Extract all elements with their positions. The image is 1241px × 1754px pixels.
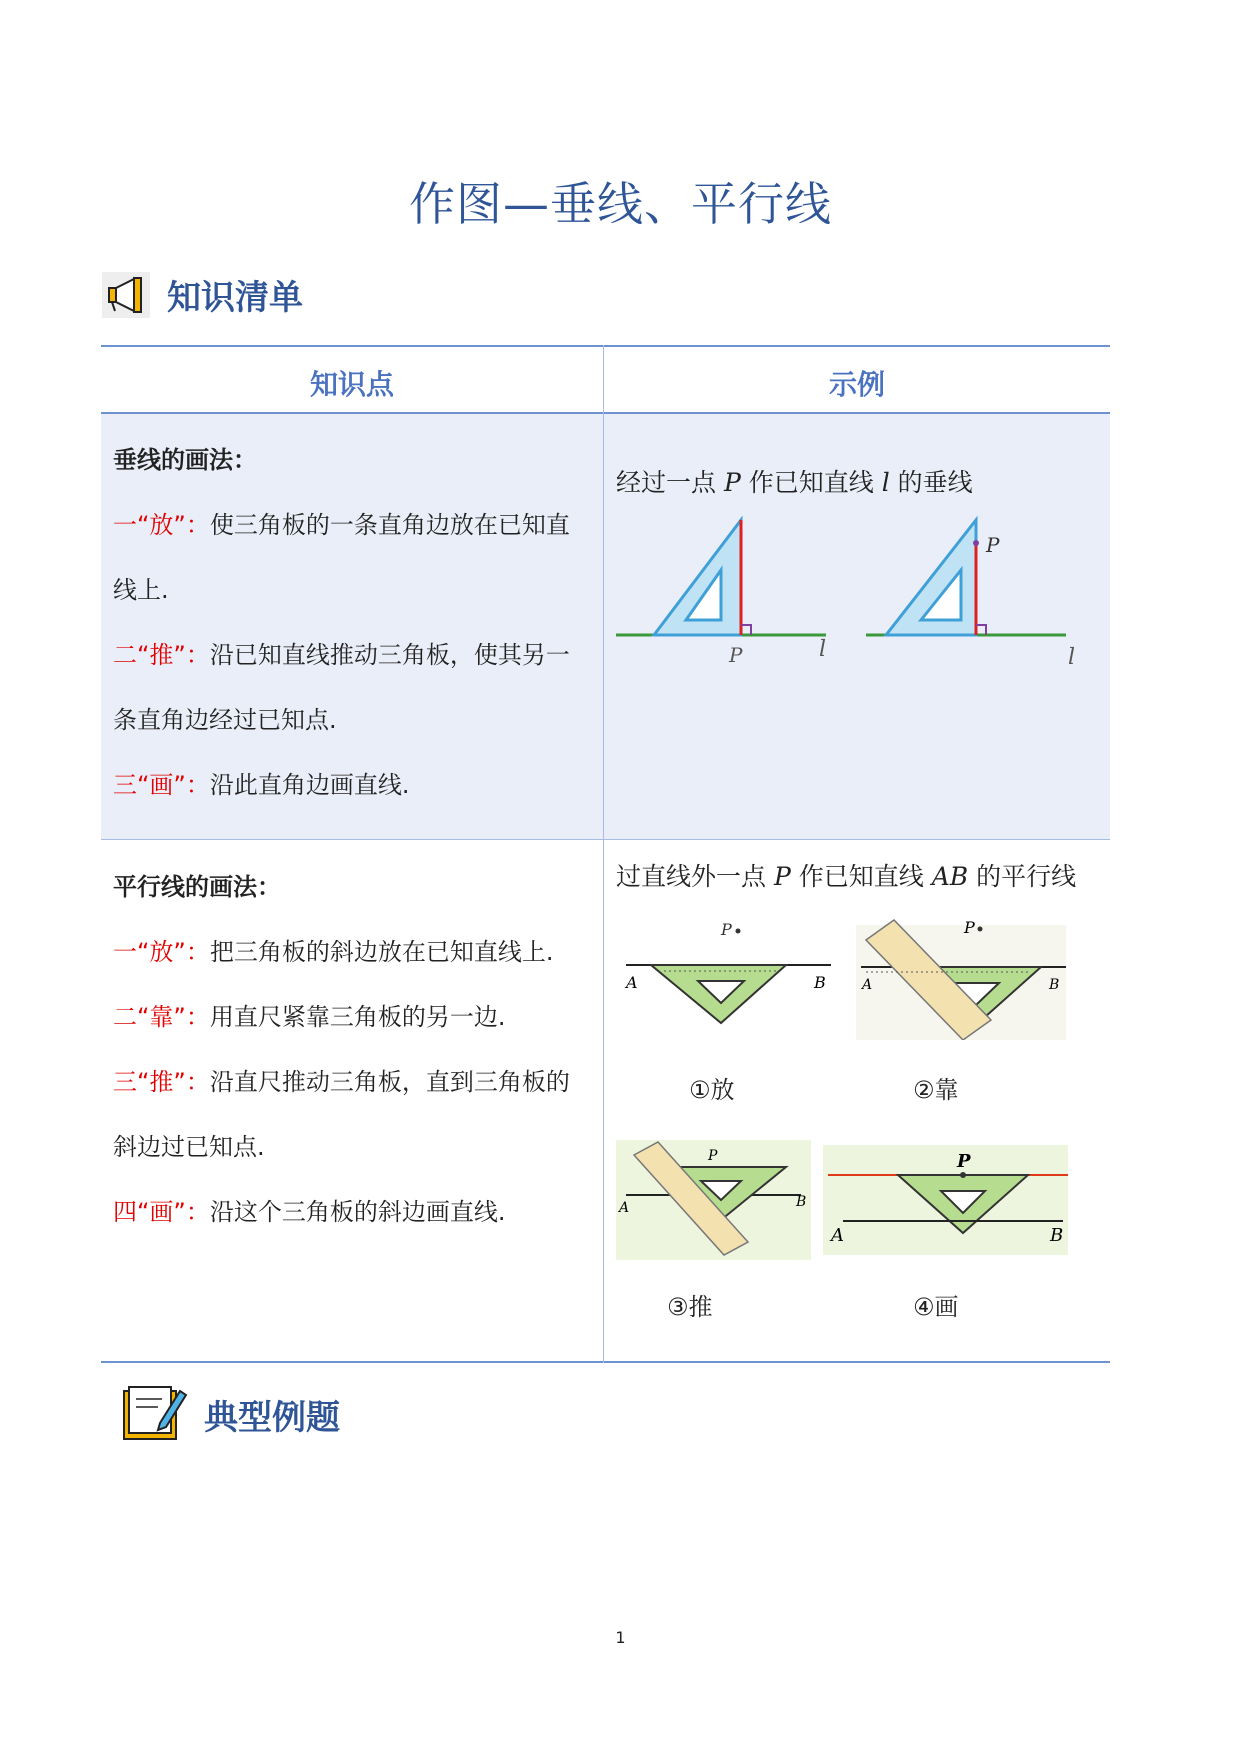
row2-step-3: 三“推”：沿直尺推动三角板，直到三角板的斜边过已知点.: [113, 1068, 570, 1161]
point-p-label: P: [986, 533, 1000, 557]
caption-lean: ②靠: [913, 1076, 959, 1104]
knowledge-table: [101, 345, 1110, 1363]
point-p-label: P: [964, 918, 975, 937]
column-divider: [603, 345, 604, 1363]
notebook-pencil-icon: [120, 1385, 188, 1443]
line-l-label: l: [1068, 645, 1076, 670]
row2-step-1: 一“放”：把三角板的斜边放在已知直线上.: [113, 938, 554, 966]
row1-step-1: 一“放”：使三角板的一条直角边放在已知直线上.: [113, 511, 570, 604]
row2-heading: 平行线的画法：: [113, 873, 281, 901]
row1-text: [113, 428, 593, 818]
row-divider: [101, 839, 1110, 840]
section-heading-examples: [120, 1385, 340, 1443]
point-b-label: B: [814, 973, 826, 992]
parallel-figure-push: [616, 1140, 811, 1260]
table-top-rule: [101, 345, 1110, 347]
row1-example-caption: 经过一点 P 作已知直线 l 的垂线: [616, 468, 973, 497]
point-p-label: P: [708, 1148, 718, 1164]
point-p-label: P: [721, 920, 732, 939]
point-b-label: B: [1050, 1225, 1064, 1246]
row2-step-2: 二“靠”：用直尺紧靠三角板的另一边.: [113, 1003, 506, 1031]
point-a-label: A: [619, 1200, 630, 1216]
page-number: 1: [615, 1628, 626, 1647]
table-bottom-rule: [101, 1361, 1110, 1363]
header-knowledge-point: 知识点: [309, 368, 394, 401]
point-a-label: A: [626, 973, 638, 992]
section-label: 典型例题: [204, 1397, 340, 1438]
point-p-label: P: [957, 1151, 971, 1172]
parallel-figure-draw: [823, 1145, 1068, 1255]
header-rule: [101, 412, 1110, 414]
row2-example-caption: 过直线外一点 P 作已知直线 AB 的平行线: [616, 862, 1077, 891]
row1-step-2: 二“推”：沿已知直线推动三角板，使其另一条直角边经过已知点.: [113, 641, 570, 734]
row2-step-4: 四“画”：沿这个三角板的斜边画直线.: [113, 1198, 506, 1226]
parallel-figure-place: [616, 915, 831, 1025]
page-title: 作图—垂线、平行线: [409, 177, 832, 231]
caption-push: ③推: [667, 1293, 713, 1321]
section-heading-knowledge: [101, 270, 303, 319]
point-a-label: A: [831, 1225, 844, 1246]
caption-draw: ④画: [913, 1293, 959, 1321]
caption-place: ①放: [689, 1076, 735, 1104]
row1-step-3: 三“画”：沿此直角边画直线.: [113, 771, 410, 799]
row1-heading: 垂线的画法：: [113, 446, 257, 474]
perpendicular-figure-1: [616, 510, 846, 670]
line-l-label: l: [819, 637, 827, 662]
row2-text: [113, 855, 593, 1245]
point-b-label: B: [796, 1194, 807, 1210]
point-a-label: A: [862, 977, 873, 993]
header-example: 示例: [828, 368, 885, 401]
point-b-label: B: [1049, 977, 1060, 993]
megaphone-icon: [101, 271, 151, 319]
perpendicular-figure-2: [866, 510, 1096, 670]
point-p-label: P: [729, 643, 743, 667]
parallel-figure-lean: [856, 915, 1066, 1040]
section-label: 知识清单: [167, 278, 303, 318]
